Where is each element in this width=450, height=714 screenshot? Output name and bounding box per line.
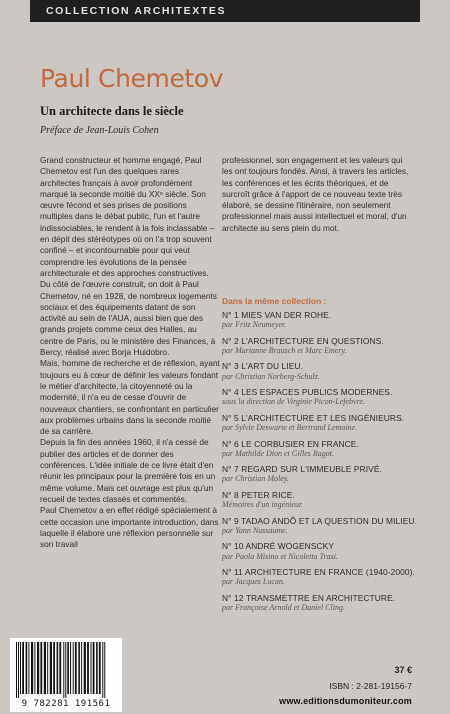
list-item bbox=[222, 464, 417, 484]
summary-paragraph: Mais, homme de recherche et de réflexion, ayant toujours eu à cœur de définir les valeurs fondant le métier d'architecte, la citoyenneté ou la modernité, il n'a eu de cesse d'ouvrir de nouveaux chantiers, se confrontant en particulier aux problèmes urbains dans la seconde moitié de sa carrière. bbox=[40, 358, 220, 437]
collection-item-author: par Sylvie Deswarte et Bertrand Lemoine. bbox=[222, 423, 358, 433]
barcode-bar bbox=[20, 642, 21, 694]
list-item bbox=[222, 516, 417, 536]
list-item bbox=[222, 567, 417, 587]
book-subtitle: Un architecte dans le siècle bbox=[40, 104, 184, 118]
barcode-bar bbox=[31, 642, 33, 694]
summary-paragraph: professionnel, son engagement et les valeurs qui les ont toujours fondés. Ainsi, à travers les articles, les conférences et les écrits théoriques, et de surcroît grâce à l'apport de ce nouveau texte très élaboré, se dessine l'itinéraire, non seulement professionnel mais aussi intellectuel et moral, d'un architecte au sens plein du mot. bbox=[222, 155, 409, 233]
summary-paragraph: Grand constructeur et homme engagé, Paul Chemetov est l'un des quelques rares architectes français à avoir profondément marqué la seconde moitié du XXᵉ siècle. Son œuvre fécond et ses prises de positions multiples dans le débat public, l'un et l'autre indissociables, le rendent à la fois inclassable – en dépit des stéréotypes où on l'a trop souvent confiné – et incontournable pour qui veut comprendre les évolutions de la pensée architecturale et des approches constructives. bbox=[40, 155, 215, 278]
barcode-bar bbox=[65, 642, 66, 698]
barcode-bar bbox=[91, 642, 92, 694]
collection-item-author: par Mathilde Dion et Gilles Ragot. bbox=[222, 448, 334, 458]
barcode-bar bbox=[28, 642, 29, 694]
list-item bbox=[222, 413, 417, 433]
book-title: Paul Chemetov bbox=[40, 64, 224, 93]
barcode-bar bbox=[63, 642, 64, 698]
barcode-bar bbox=[37, 642, 39, 694]
barcode-bar bbox=[96, 642, 98, 694]
list-item bbox=[222, 336, 417, 356]
list-item bbox=[222, 387, 417, 407]
barcode-bar bbox=[87, 642, 89, 694]
price: 37 € bbox=[394, 665, 412, 675]
barcode-bar bbox=[16, 642, 17, 698]
collection-item-title: N° 5 L'ARCHITECTURE ET LES INGÉNIEURS. bbox=[222, 412, 405, 423]
collection-item-author: par Fritz Neumeyer. bbox=[222, 320, 287, 330]
collection-item-title: N° 8 PETER RICE. bbox=[222, 489, 295, 500]
collection-item-title: N° 11 ARCHITECTURE EN FRANCE (1940-2000). bbox=[222, 567, 415, 578]
collection-item-title: N° 2 L'ARCHITECTURE EN QUESTIONS. bbox=[222, 335, 384, 346]
collection-banner bbox=[30, 0, 420, 22]
collection-item-title: N° 4 LES ESPACES PUBLICS MODERNES. bbox=[222, 387, 393, 398]
list-item bbox=[222, 310, 417, 330]
barcode-bar bbox=[102, 642, 103, 698]
barcode-bar bbox=[81, 642, 82, 694]
list-item bbox=[222, 361, 417, 381]
list-item bbox=[222, 593, 417, 613]
collection-item-title: N° 10 ANDRÉ WOGENSCKY bbox=[222, 541, 335, 552]
barcode-bar bbox=[44, 642, 46, 694]
barcode-bar bbox=[84, 642, 86, 694]
list-item bbox=[222, 490, 417, 510]
banner-label: COLLECTION ARCHITEXTES bbox=[46, 5, 227, 17]
collection-item-author: par Françoise Arnold et Daniel Cling. bbox=[222, 602, 345, 612]
barcode-bar bbox=[57, 642, 59, 694]
collection-item-author: par Paola Misino et Nicoletta Trasi. bbox=[222, 551, 339, 561]
summary-paragraph: Paul Chemetov a en effet rédigé spécialement à cette occasion une importante introduction, dans laquelle il élabore une réflexion personnelle sur son travail bbox=[40, 505, 219, 550]
barcode-bar bbox=[78, 642, 80, 694]
collection-item-author: par Marianne Brausch et Marc Emery. bbox=[222, 345, 347, 355]
barcode-bar bbox=[70, 642, 71, 694]
summary-left-column bbox=[40, 155, 220, 550]
collection-item-title: N° 7 REGARD SUR L'IMMEUBLE PRIVÉ. bbox=[222, 464, 382, 475]
list-item bbox=[222, 541, 417, 561]
barcode-bar bbox=[59, 642, 61, 694]
barcode-bar bbox=[93, 642, 95, 694]
barcode bbox=[10, 638, 122, 712]
summary-paragraph: Du côté de l'œuvre construit, on doit à Paul Chemetov, né en 1928, de nombreux logements sociaux et des équipements datant de son activité au sein de l'AUA, aussi bien que des grands projets comme ceux des Halles, au centre de Paris, ou le ministère des Finances, à Bercy, réalisé avec Borja Huidobro. bbox=[40, 279, 217, 358]
publisher-website: www.editionsdumoniteur.com bbox=[279, 696, 412, 706]
barcode-bar bbox=[73, 642, 74, 694]
collection-item-author: par Christian Norberg-Schulz. bbox=[222, 371, 320, 381]
collection-item-title: N° 9 TADAO ANDÔ ET LA QUESTION DU MILIEU. bbox=[222, 515, 417, 526]
collection-item-author: sous la direction de Virginie Picon-Lefebvre. bbox=[222, 397, 365, 407]
list-item bbox=[222, 439, 417, 459]
barcode-bar bbox=[40, 642, 42, 694]
collection-item-author: par Christian Moley. bbox=[222, 474, 289, 484]
barcode-bar bbox=[99, 642, 101, 694]
barcode-bar bbox=[22, 642, 24, 694]
barcode-number: 9 782281 191561 bbox=[21, 699, 111, 709]
barcode-bar bbox=[26, 642, 28, 694]
barcode-bar bbox=[50, 642, 52, 694]
summary-right-column bbox=[222, 155, 410, 234]
barcode-bar bbox=[75, 642, 77, 694]
collection-item-title: N° 6 LE CORBUSIER EN FRANCE. bbox=[222, 438, 359, 449]
collection-item-author: par Yann Nussaume. bbox=[222, 525, 288, 535]
barcode-bar bbox=[53, 642, 55, 694]
barcode-bar bbox=[34, 642, 35, 694]
barcode-bar bbox=[104, 642, 105, 698]
collection-item-title: N° 3 L'ART DU LIEU. bbox=[222, 361, 304, 372]
barcode-bar bbox=[67, 642, 69, 694]
isbn: ISBN : 2-281-19156-7 bbox=[329, 681, 412, 691]
barcode-bar bbox=[18, 642, 19, 698]
collection-item-author: Mémoires d'un ingénieur. bbox=[222, 500, 304, 510]
collection-heading: Dans la même collection : bbox=[222, 296, 327, 306]
collection-item-title: N° 1 MIES VAN DER ROHE. bbox=[222, 310, 332, 320]
preface-credit: Préface de Jean-Louis Cohen bbox=[40, 125, 159, 136]
collection-list bbox=[222, 310, 417, 618]
barcode-bars bbox=[14, 642, 118, 698]
collection-item-author: par Jacques Lucan. bbox=[222, 577, 285, 587]
summary-paragraph: Depuis la fin des années 1960, il n'a cessé de publier des articles et de donner des conférences. L'idée initiale de ce livre était d'en réunir les principaux pour la première fois en un même volume. Mais cet ouvrage est plus qu'un recueil de textes classés et commentés. bbox=[40, 437, 216, 504]
collection-item-title: N° 12 TRANSMETTRE EN ARCHITECTURE. bbox=[222, 592, 396, 603]
barcode-bar bbox=[47, 642, 48, 694]
